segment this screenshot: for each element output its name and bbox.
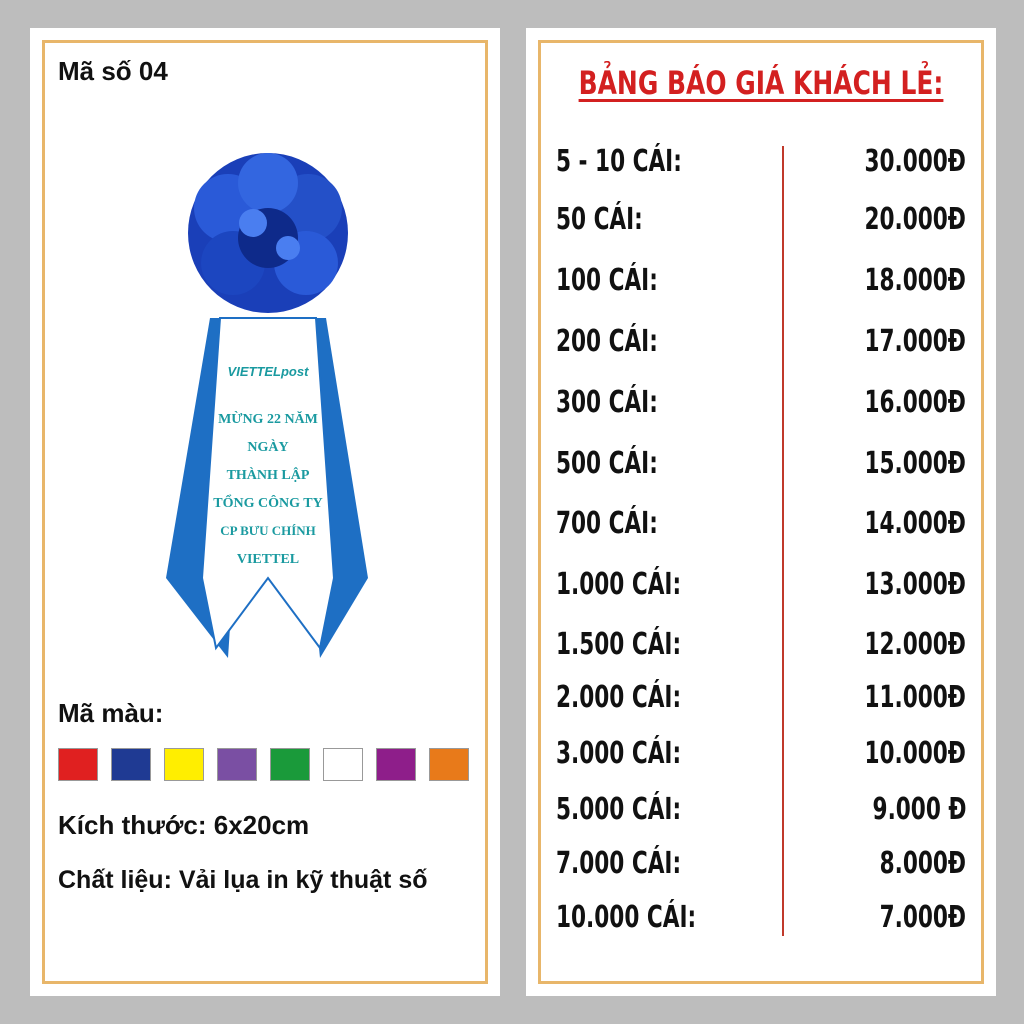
quantity-label: 300 CÁI: [556,385,658,420]
price-value: 10.000Đ [864,736,966,771]
quantity-label: 100 CÁI: [556,263,658,298]
material-text: Chất liệu: Vải lụa in kỹ thuật số [58,866,428,894]
price-row [556,627,966,667]
size-text: Kích thước: 6x20cm [58,810,310,840]
price-row [556,144,966,184]
product-code: Mã số 04 [58,56,168,86]
product-card [30,28,500,996]
ribbon-line-4: TỔNG CÔNG TY [213,496,323,511]
price-row [556,385,966,425]
quantity-label: 50 CÁI: [556,202,643,237]
price-row [556,680,966,720]
price-row [556,506,966,546]
swatch-orange[interactable] [429,748,469,781]
quantity-label: 200 CÁI: [556,324,658,359]
price-value: 7.000Đ [879,900,966,935]
price-value: 30.000Đ [864,144,966,179]
price-value: 14.000Đ [864,506,966,541]
price-row [556,900,966,940]
quantity-label: 500 CÁI: [556,446,658,481]
quantity-label: 700 CÁI: [556,506,658,541]
price-card [526,28,996,996]
ribbon-line-2: NGÀY [247,440,289,455]
price-value: 11.000Đ [864,680,966,715]
quantity-label: 2.000 CÁI: [556,680,682,715]
price-row [556,567,966,607]
price-value: 17.000Đ [864,324,966,359]
price-value: 15.000Đ [864,446,966,481]
ribbon-line-5: CP BƯU CHÍNH [220,523,316,538]
quantity-label: 10.000 CÁI: [556,900,697,935]
flower-icon [188,153,348,313]
price-row [556,446,966,486]
brand-logo: VIETTELpost [227,364,309,379]
price-value: 16.000Đ [864,385,966,420]
swatch-yellow[interactable] [164,748,204,781]
quantity-label: 5 - 10 CÁI: [556,144,682,179]
price-value: 20.000Đ [864,202,966,237]
swatch-lavender[interactable] [217,748,257,781]
price-table-title: BẢNG BÁO GIÁ KHÁCH LẺ: [578,64,944,102]
swatch-red[interactable] [58,748,98,781]
price-value: 12.000Đ [864,627,966,662]
color-label: Mã màu: [58,698,164,728]
price-row [556,846,966,886]
quantity-label: 5.000 CÁI: [556,792,682,827]
quantity-label: 3.000 CÁI: [556,736,682,771]
ribbon-line-3: THÀNH LẬP [226,468,310,483]
price-value: 9.000 Đ [872,792,966,827]
price-row [556,263,966,303]
color-swatches [58,748,469,781]
price-value: 8.000Đ [879,846,966,881]
rosette-image [158,138,378,668]
price-row [556,736,966,776]
price-value: 18.000Đ [864,263,966,298]
price-row [556,202,966,242]
quantity-label: 7.000 CÁI: [556,846,682,881]
price-value: 13.000Đ [864,567,966,602]
swatch-white[interactable] [323,748,363,781]
ribbon-line-6: VIETTEL [236,552,300,567]
price-row [556,324,966,364]
swatch-green[interactable] [270,748,310,781]
ribbon-line-1: MỪNG 22 NĂM [218,412,318,427]
price-row [556,792,966,832]
swatch-purple[interactable] [376,748,416,781]
swatch-navy[interactable] [111,748,151,781]
quantity-label: 1.000 CÁI: [556,567,682,602]
quantity-label: 1.500 CÁI: [556,627,682,662]
